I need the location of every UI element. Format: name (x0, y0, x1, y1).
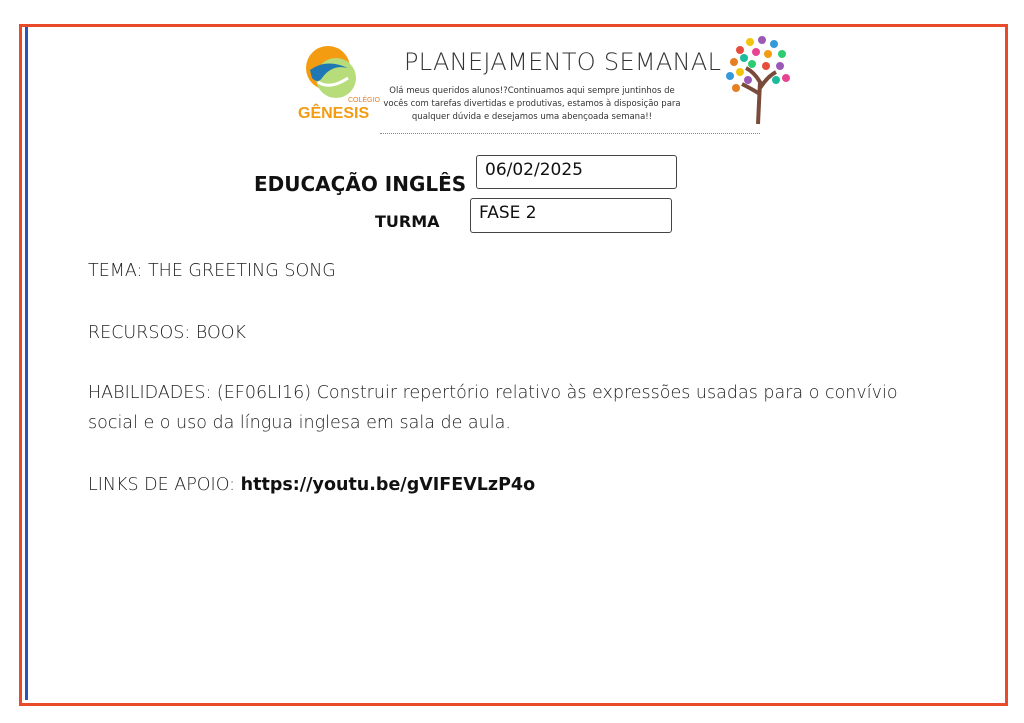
turma-field: FASE 2 (470, 198, 672, 233)
habilidades-text: HABILIDADES: (EF06LI16) Construir repertório relativo às expressões usadas para o convívio social e o uso da língua inglesa em sala de aula. (88, 383, 898, 433)
side-accent-line (25, 27, 28, 700)
turma-label: TURMA (375, 212, 440, 231)
page-frame (19, 24, 1008, 706)
tree-illustration (720, 32, 796, 124)
school-logo (292, 38, 380, 122)
links-section (88, 470, 535, 500)
recursos-text: RECURSOS: BOOK (88, 323, 247, 343)
date-field: 06/02/2025 (476, 155, 677, 189)
subject-title: EDUCAÇÃO INGLÊS (254, 172, 467, 196)
links-label: LINKS DE APOIO: (88, 475, 241, 495)
logo-name: GÊNESIS (298, 105, 370, 122)
welcome-message: Olá meus queridos alunos!?Continuamos aqui sempre juntinhos de vocês com tarefas divertidas e produtivas, estamos à disposição para qualquer dúvida e desejamos uma abençoada semana!! (383, 86, 681, 122)
logo-small-text: COLÉGIO (348, 97, 380, 104)
header-divider (380, 133, 760, 134)
tema-text: TEMA: THE GREETING SONG (88, 261, 336, 281)
support-link[interactable]: https://youtu.be/gVIFEVLzP4o (240, 475, 536, 495)
page-title: PLANEJAMENTO SEMANAL (404, 48, 722, 76)
